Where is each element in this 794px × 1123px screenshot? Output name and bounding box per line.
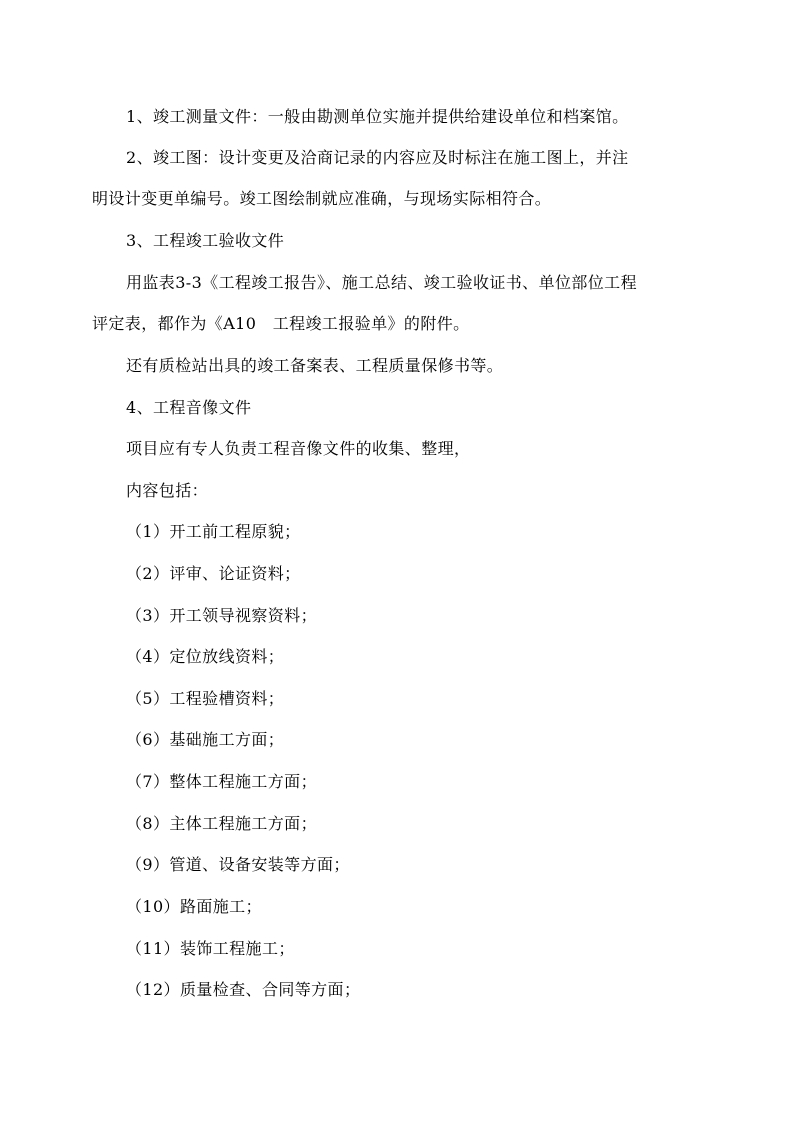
list-item: （1）开工前工程原貌； (126, 522, 301, 541)
list-item: （4）定位放线资料； (126, 647, 285, 666)
paragraph-audio-video-line1: 项目应有专人负责工程音像文件的收集、整理， (126, 439, 471, 458)
paragraph-acceptance-line3: 还有质检站出具的竣工备案表、工程质量保修书等。 (126, 356, 504, 375)
paragraph-acceptance-line1: 用监表3-3《工程竣工报告》、施工总结、竣工验收证书、单位部位工程 (126, 273, 637, 292)
list-item: （9）管道、设备安装等方面； (126, 855, 350, 874)
heading-audio-video-files: 4、工程音像文件 (126, 398, 252, 417)
list-item: （5）工程验槽资料； (126, 689, 285, 708)
list-item: （11）装饰工程施工； (126, 939, 295, 958)
paragraph-audio-video-line2: 内容包括： (126, 481, 209, 500)
list-item: （6）基础施工方面； (126, 730, 285, 749)
list-item: （8）主体工程施工方面； (126, 814, 317, 833)
list-item: （2）评审、论证资料； (126, 564, 301, 583)
heading-acceptance-files: 3、工程竣工验收文件 (126, 231, 285, 250)
list-item: （3）开工领导视察资料； (126, 606, 317, 625)
paragraph-as-built-drawings-line2: 明设计变更单编号。竣工图绘制就应准确，与现场实际相符合。 (92, 189, 552, 208)
list-item: （7）整体工程施工方面； (126, 772, 317, 791)
list-item: （12）质量检查、合同等方面； (126, 980, 361, 999)
paragraph-as-built-drawings-line1: 2、竣工图：设计变更及洽商记录的内容应及时标注在施工图上，并注 (126, 148, 629, 167)
paragraph-survey-files: 1、竣工测量文件：一般由勘测单位实施并提供给建设单位和档案馆。 (126, 107, 629, 126)
paragraph-acceptance-line2: 评定表，都作为《A10 工程竣工报验单》的附件。 (92, 314, 470, 333)
list-item: （10）路面施工； (126, 897, 262, 916)
